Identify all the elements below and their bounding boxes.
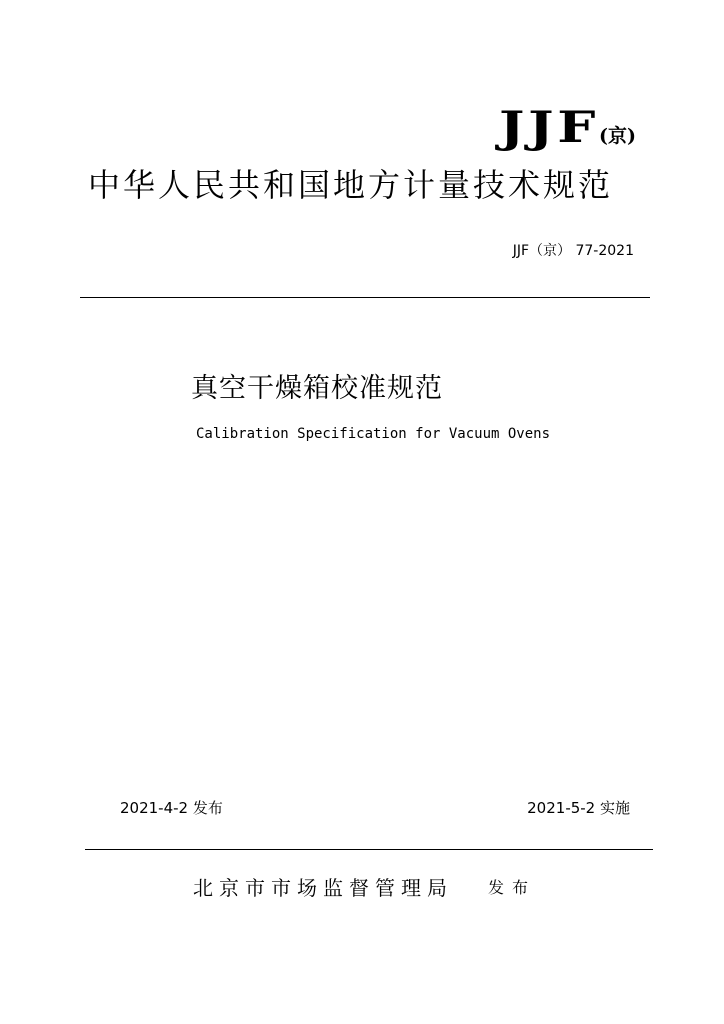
document-title-english: Calibration Specification for Vacuum Ovens	[196, 426, 551, 442]
national-title: 中华人民共和国地方计量技术规范	[88, 166, 614, 204]
issue-date: 2021-4-2 发布	[120, 799, 223, 817]
standard-logo	[498, 103, 636, 153]
top-divider	[80, 297, 650, 298]
standard-number: JJF（京） 77-2021	[512, 243, 634, 259]
bottom-divider	[85, 849, 653, 850]
implementation-date: 2021-5-2 实施	[527, 799, 630, 817]
issuing-authority: 北京市市场监督管理局	[193, 876, 453, 900]
document-title: 真空干燥箱校准规范	[191, 373, 443, 404]
logo-jjf: JJF	[498, 103, 600, 153]
logo-region: (京)	[599, 125, 636, 147]
issuing-action: 发布	[488, 878, 537, 897]
